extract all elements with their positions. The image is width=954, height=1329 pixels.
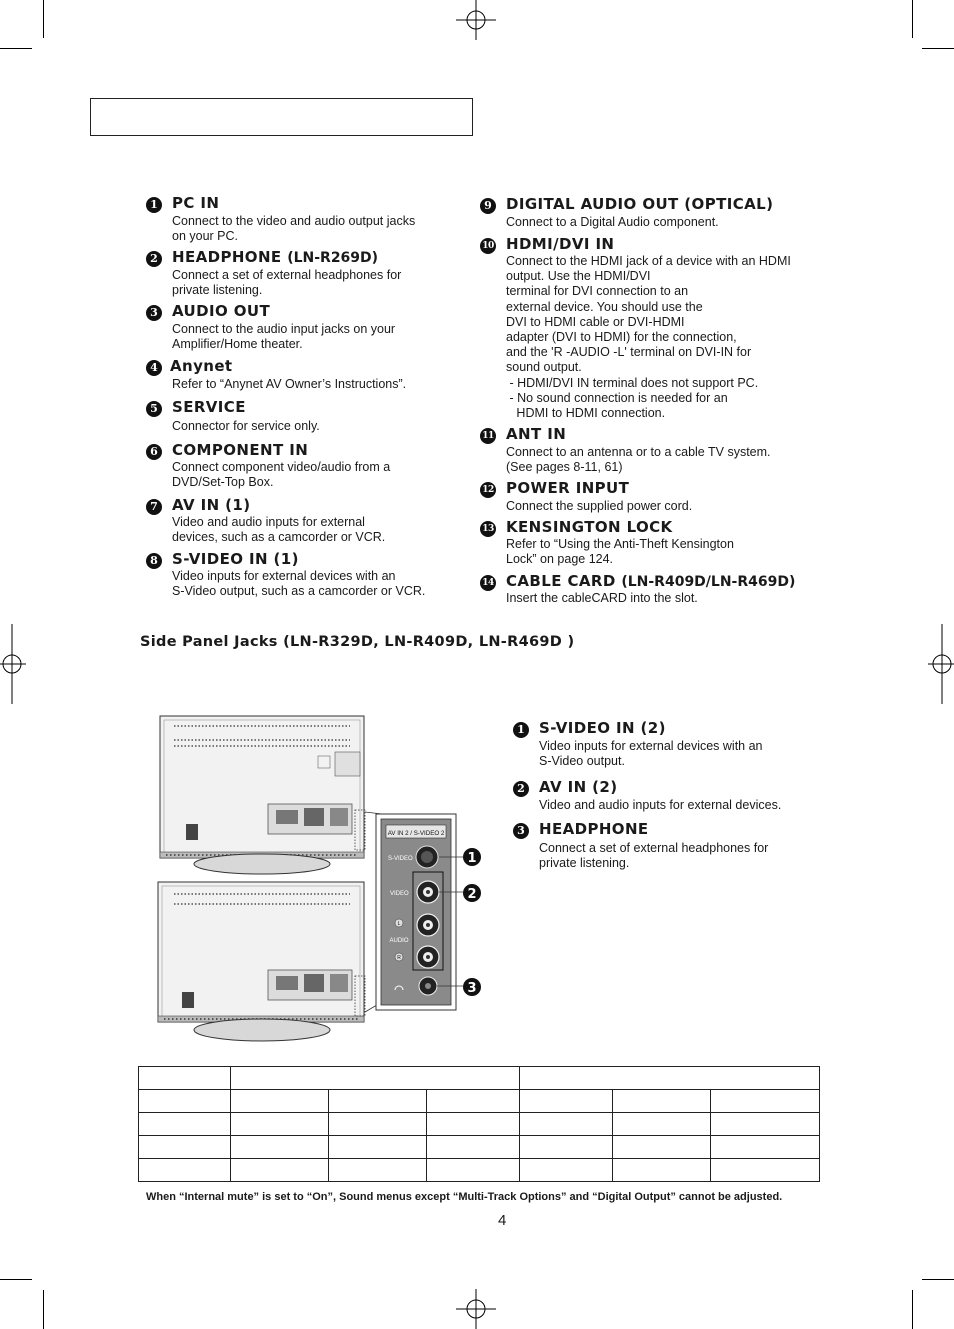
audio-l-label: L [397,921,401,927]
callout-2-label: 2 [467,887,477,902]
model-note: (LN-R269D) [287,250,379,266]
item-title: AUDIO OUT [172,302,271,320]
table-cell [426,1090,520,1113]
registration-mark-icon [928,624,954,704]
panel-header-label: AV IN 2 / S-VIDEO 2 [387,830,445,837]
item-description: Connect to the video and audio output jacks on your PC. [172,214,416,244]
table-cell [520,1159,613,1182]
item-title: HEADPHONE [539,820,649,838]
table-cell [328,1113,426,1136]
crop-mark [0,48,32,49]
table-cell [230,1159,328,1182]
table-cell [230,1113,328,1136]
tv-side-panel-illustration [150,712,490,1052]
audio-label: AUDIO [389,938,409,944]
table-cell [520,1090,613,1113]
number-badge: 10 [480,238,496,254]
item-description: Insert the cableCARD into the slot. [506,591,698,605]
number-badge: 4 [146,360,162,376]
callout-1-label: 1 [467,851,477,866]
number-badge: 8 [146,553,162,569]
item-title: Anynet [170,357,233,375]
item-title: POWER INPUT [506,479,630,497]
table-cell [328,1090,426,1113]
item-description: Connect to the audio input jacks on your Amplifier/Home theater. [172,322,396,352]
item-title: HEADPHONE (LN-R269D) [172,248,379,266]
table-cell [520,1113,613,1136]
empty-grid-table [138,1066,820,1182]
item-description: Connect to the HDMI jack of a device with an HDMI output. Use the HDMI/DVI terminal for DVI connection to an external device. You should use the DVI to HDMI cable or DVI-HDMI adapter (DVI to HDMI) for the connection, and the 'R -AUDIO -L' terminal on DVI-IN for sound output. - HDMI/DVI IN terminal does not support PC. - No sound connection is needed for an HDMI to HDMI connection. [506,254,791,421]
page-number: 4 [498,1212,507,1229]
table-cell [711,1090,820,1113]
side-jack-panel [376,814,456,1010]
item-description: Connect the supplied power cord. [506,499,693,513]
s-video-label: S-VIDEO [388,856,413,862]
table-cell [139,1067,231,1090]
callout-3-label: 3 [467,981,477,996]
crop-mark [912,0,913,38]
table-cell [711,1159,820,1182]
table-cell [613,1113,711,1136]
table-cell [711,1136,820,1159]
table-cell [711,1113,820,1136]
tv-rear-view-2 [158,882,365,1041]
item-title: CABLE CARD (LN-R409D/LN-R469D) [506,572,796,590]
table-cell [426,1136,520,1159]
item-title: DIGITAL AUDIO OUT (OPTICAL) [506,195,774,213]
registration-mark-icon [456,0,496,40]
item-title: HDMI/DVI IN [506,235,615,253]
crop-mark [43,1290,44,1329]
item-description: Video and audio inputs for external devices, such as a camcorder or VCR. [172,515,386,545]
table-cell [520,1136,613,1159]
registration-mark-icon [456,1289,496,1329]
number-badge: 2 [146,251,162,267]
video-label: VIDEO [390,891,409,897]
item-title: SERVICE [172,398,246,416]
item-description: Connect component video/audio from a DVD/Set-Top Box. [172,460,391,490]
crop-mark [0,1279,32,1280]
item-description: Connect to an antenna or to a cable TV system. (See pages 8-11, 61) [506,445,771,475]
table-cell [139,1090,231,1113]
table-row [139,1113,820,1136]
item-description: Connect a set of external headphones for private listening. [539,841,769,871]
side-panel-heading: Side Panel Jacks (LN-R329D, LN-R409D, LN-R469D ) [140,634,575,650]
number-badge: 13 [480,521,496,537]
number-badge: 7 [146,499,162,515]
table-cell [328,1159,426,1182]
model-note: (LN-R409D/LN-R469D) [621,574,796,590]
item-title: KENSINGTON LOCK [506,518,673,536]
table-cell [139,1159,231,1182]
title-box [90,98,473,136]
number-badge: 1 [146,197,162,213]
table-cell [426,1113,520,1136]
crop-mark [922,48,954,49]
audio-r-label: R [397,955,401,961]
item-description: Video and audio inputs for external devices. [539,798,782,812]
number-badge: 1 [513,722,529,738]
table-cell [613,1159,711,1182]
table-cell [613,1136,711,1159]
item-title: AV IN (2) [539,778,618,796]
table-row [139,1067,820,1090]
number-badge: 5 [146,401,162,417]
tv-rear-view-1 [160,716,365,874]
table-cell [230,1067,520,1090]
crop-mark [43,0,44,38]
item-description: Video inputs for external devices with an S-Video output, such as a camcorder or VCR. [172,569,426,599]
registration-mark-icon [0,624,26,704]
item-description: Video inputs for external devices with an S-Video output. [539,739,763,769]
number-badge: 14 [480,575,496,591]
item-title: S-VIDEO IN (2) [539,719,666,737]
item-description: Connect a set of external headphones for private listening. [172,268,402,298]
table-cell [426,1159,520,1182]
number-badge: 6 [146,444,162,460]
table-cell [230,1090,328,1113]
number-badge: 11 [480,428,496,444]
table-cell [328,1136,426,1159]
table-cell [230,1136,328,1159]
item-title: PC IN [172,194,220,212]
table-cell [139,1136,231,1159]
number-badge: 3 [146,305,162,321]
item-description: Connect to a Digital Audio component. [506,215,719,229]
item-description: Refer to “Using the Anti-Theft Kensington Lock” on page 124. [506,537,734,567]
item-description: Connector for service only. [172,419,320,433]
table-row [139,1090,820,1113]
internal-mute-note: When “Internal mute” is set to “On”, Sound menus except “Multi-Track Options” and “Digital Output” cannot be adjusted. [146,1191,783,1203]
item-title: COMPONENT IN [172,441,309,459]
number-badge: 12 [480,482,496,498]
table-cell [139,1113,231,1136]
crop-mark [912,1290,913,1329]
item-title: AV IN (1) [172,496,251,514]
crop-mark [922,1279,954,1280]
item-title: S-VIDEO IN (1) [172,550,299,568]
number-badge: 9 [480,198,496,214]
table-cell [613,1090,711,1113]
number-badge: 2 [513,781,529,797]
item-title: ANT IN [506,425,567,443]
table-row [139,1159,820,1182]
table-row [139,1136,820,1159]
item-description: Refer to “Anynet AV Owner’s Instructions”. [172,377,407,391]
table-cell [520,1067,820,1090]
number-badge: 3 [513,823,529,839]
